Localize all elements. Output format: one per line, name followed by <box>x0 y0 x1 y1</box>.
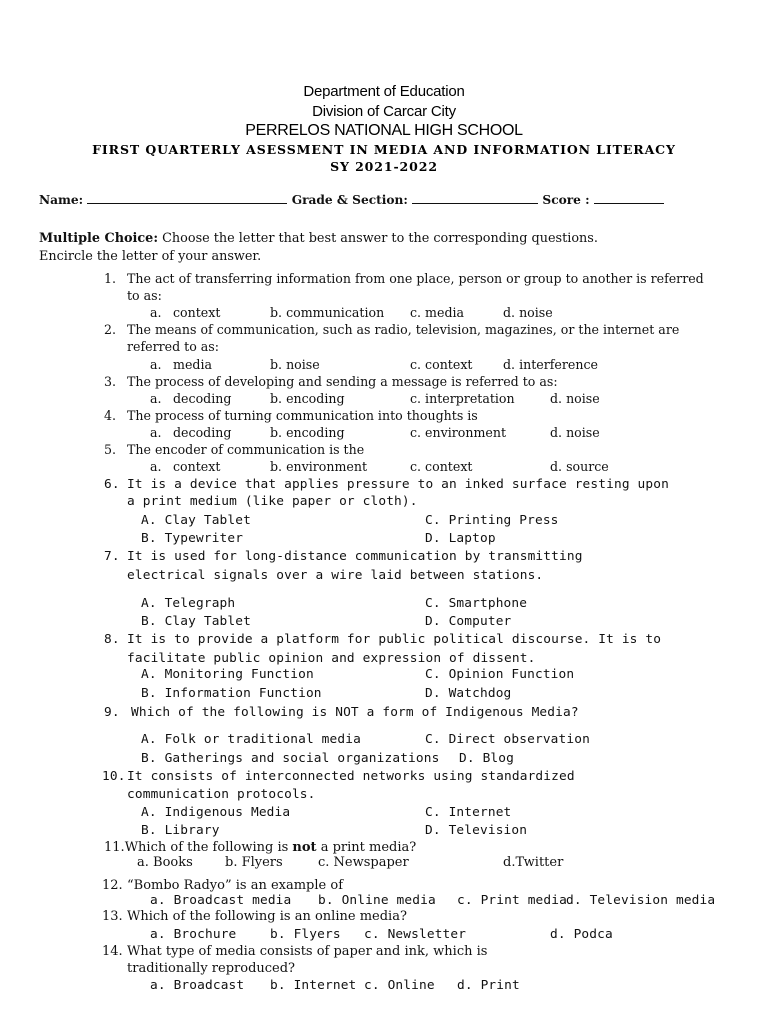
choice-a[interactable]: a. Broadcast media <box>150 893 292 908</box>
question-text: Which of the following is NOT a form of Indigenous Media? <box>131 705 579 720</box>
score-label: Score : <box>542 193 590 207</box>
question-text: electrical signals over a wire laid between stations. <box>127 568 544 583</box>
question-number: 3. <box>104 374 117 389</box>
choice-d[interactable]: d. interference <box>503 357 598 372</box>
choice-a[interactable]: A. Clay Tablet <box>141 513 251 528</box>
choice-d[interactable]: d. Podca <box>550 927 613 942</box>
question-text: traditionally reproduced? <box>127 961 296 976</box>
choice-c[interactable]: C. Direct observation <box>425 732 590 747</box>
question-text: facilitate public opinion and expression of dissent. <box>127 651 536 666</box>
choice-b[interactable]: b. Internet <box>270 978 357 993</box>
choice-b[interactable]: b. encoding <box>270 425 345 440</box>
question-text: communication protocols. <box>127 787 316 802</box>
choice-a[interactable]: a. Brochure <box>150 927 237 942</box>
choice-d[interactable]: D. Television <box>425 823 528 838</box>
question-number: 12. <box>102 878 123 893</box>
question-text: “Bombo Radyo” is an example of <box>127 878 344 893</box>
choice-b[interactable]: B. Library <box>141 823 220 838</box>
question-number: 13. <box>102 909 123 924</box>
choice-c[interactable]: c. Print media <box>457 893 567 908</box>
question-number: 2. <box>104 322 117 337</box>
choice-b[interactable]: b. noise <box>270 357 320 372</box>
choice-b[interactable]: B. Gatherings and social organizations <box>141 751 440 766</box>
choice-b[interactable]: b. environment <box>270 459 368 474</box>
choice-a-letter: a. <box>150 459 162 474</box>
choice-a[interactable]: a. Books <box>137 855 193 870</box>
choice-d[interactable]: d. Television media <box>566 893 716 908</box>
question-11 <box>104 840 416 855</box>
choice-c[interactable]: c. Newsletter <box>364 927 467 942</box>
question-text: The encoder of communication is the <box>127 442 365 457</box>
instructions-text-1: Choose the letter that best answer to the corresponding questions. <box>158 231 598 246</box>
question-text: a print medium (like paper or cloth). <box>127 494 418 509</box>
choice-a[interactable]: decoding <box>173 425 232 440</box>
choice-c[interactable]: C. Opinion Function <box>425 667 575 682</box>
choice-a[interactable]: context <box>173 305 221 320</box>
choice-a[interactable]: A. Folk or traditional media <box>141 732 361 747</box>
choice-b[interactable]: b. communication <box>270 305 385 320</box>
question-number: 10. <box>102 769 126 784</box>
name-label: Name: <box>39 193 84 207</box>
question-number: 14. <box>102 944 123 959</box>
choice-a-letter: a. <box>150 305 162 320</box>
question-text: Which of the following is <box>124 840 293 855</box>
choice-c[interactable]: C. Smartphone <box>425 596 528 611</box>
choice-a-letter: a. <box>150 357 162 372</box>
choice-c[interactable]: c. Online <box>364 978 435 993</box>
question-text: a print media? <box>316 840 417 855</box>
question-text: It consists of interconnected networks using standardized <box>127 769 575 784</box>
choice-d[interactable]: d. source <box>550 459 609 474</box>
question-number: 1. <box>104 271 117 286</box>
choice-b[interactable]: b. Online media <box>318 893 436 908</box>
choice-d[interactable]: d. Print <box>457 978 520 993</box>
choice-c[interactable]: c. Newspaper <box>318 855 409 870</box>
question-text: The process of developing and sending a message is referred to as: <box>127 374 558 389</box>
choice-b[interactable]: B. Clay Tablet <box>141 614 251 629</box>
choice-d[interactable]: D. Computer <box>425 614 512 629</box>
choice-b[interactable]: B. Typewriter <box>141 531 244 546</box>
question-text: referred to as: <box>127 339 220 354</box>
choice-b[interactable]: B. Information Function <box>141 686 322 701</box>
question-number: 5. <box>104 442 117 457</box>
name-field[interactable] <box>39 192 664 207</box>
choice-d[interactable]: D. Blog <box>459 751 514 766</box>
choice-b[interactable]: b. Flyers <box>270 927 341 942</box>
emphasis-not: not <box>292 840 317 855</box>
choice-a[interactable]: a. Broadcast <box>150 978 245 993</box>
instructions-line-1 <box>39 231 598 246</box>
question-number: 8. <box>104 632 120 647</box>
choice-a[interactable]: A. Telegraph <box>141 596 236 611</box>
choice-a-letter: a. <box>150 425 162 440</box>
question-text: It is a device that applies pressure to an inked surface resting upon <box>127 477 669 492</box>
choice-c[interactable]: C. Internet <box>425 805 512 820</box>
division-heading: Division of Carcar City <box>312 103 456 120</box>
choice-a[interactable]: decoding <box>173 391 232 406</box>
question-number: 7. <box>104 549 120 564</box>
question-number: 9. <box>104 705 120 720</box>
choice-c[interactable]: c. media <box>410 305 465 320</box>
school-year: SY 2021-2022 <box>330 159 438 174</box>
school-name: PERRELOS NATIONAL HIGH SCHOOL <box>245 122 523 139</box>
grade-label: Grade & Section: <box>291 193 408 207</box>
question-text: It is used for long-distance communication by transmitting <box>127 549 583 564</box>
choice-a[interactable]: A. Indigenous Media <box>141 805 291 820</box>
choice-a[interactable]: context <box>173 459 221 474</box>
choice-c[interactable]: C. Printing Press <box>425 513 559 528</box>
choice-d[interactable]: d. noise <box>503 305 553 320</box>
question-text: It is to provide a platform for public political discourse. It is to <box>127 632 662 647</box>
instructions-line-2: Encircle the letter of your answer. <box>39 249 262 264</box>
department-heading: Department of Education <box>303 83 465 100</box>
question-text: The means of communication, such as radio, television, magazines, or the internet are <box>127 322 680 337</box>
question-text: The process of turning communication into thoughts is <box>127 408 478 423</box>
choice-a[interactable]: media <box>173 357 212 372</box>
name-blank[interactable] <box>87 192 287 204</box>
question-number: 11. <box>104 840 125 855</box>
choice-c[interactable]: c. context <box>410 459 473 474</box>
choice-a-letter: a. <box>150 391 162 406</box>
choice-b[interactable]: b. Flyers <box>225 855 283 870</box>
choice-a[interactable]: A. Monitoring Function <box>141 667 314 682</box>
grade-blank[interactable] <box>412 192 538 204</box>
choice-d[interactable]: D. Watchdog <box>425 686 512 701</box>
choice-c[interactable]: c. environment <box>410 425 507 440</box>
question-text: Which of the following is an online media? <box>127 909 407 924</box>
choice-c[interactable]: c. context <box>410 357 473 372</box>
question-text: What type of media consists of paper and ink, which is <box>127 944 488 959</box>
choice-d[interactable]: d.Twitter <box>503 855 564 870</box>
question-number: 6. <box>104 477 120 492</box>
assessment-title: FIRST QUARTERLY ASESSMENT IN MEDIA AND INFORMATION LITERACY <box>92 142 676 157</box>
choice-b[interactable]: b. encoding <box>270 391 345 406</box>
choice-d[interactable]: d. noise <box>550 391 600 406</box>
question-text: to as: <box>127 288 162 303</box>
score-blank[interactable] <box>594 192 664 204</box>
choice-d[interactable]: D. Laptop <box>425 531 496 546</box>
question-text: The act of transferring information from one place, person or group to another is referred <box>127 271 704 286</box>
choice-c[interactable]: c. interpretation <box>410 391 515 406</box>
choice-d[interactable]: d. noise <box>550 425 600 440</box>
question-number: 4. <box>104 408 117 423</box>
instructions-heading: Multiple Choice: <box>39 231 159 246</box>
